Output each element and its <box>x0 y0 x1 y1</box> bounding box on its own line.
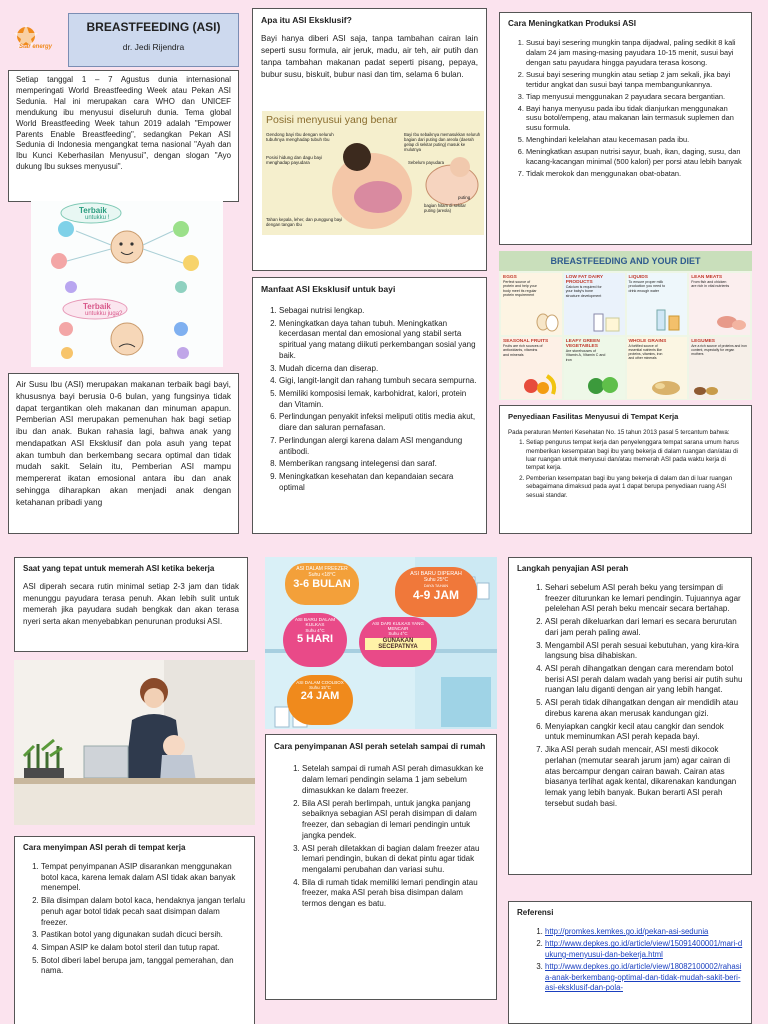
list-item: 5. ASI perah tidak dihangatkan dengan air mendidih atau direbus karena akan merusak kandungan gizi. <box>545 698 743 719</box>
list-item: 8. Memberikan rangsang intelegensi dan saraf. <box>279 459 478 470</box>
memerah-text: ASI diperah secara rutin minimal setiap 2-3 jam dan tidak menunggu payudara terasa penuh. Akan lebih sulit untuk memerah jika payudara sudah bengkak dan akan terasa nyeri serta akan menyebabkan penurunan produksi ASI. <box>23 582 239 626</box>
list-item: 5. Menghindari kelelahan atau kecemasan pada ibu. <box>526 135 743 145</box>
diet-infographic <box>499 251 752 400</box>
fasilitas-box <box>499 405 752 534</box>
storage-freezer-temp: Suhu <18°C <box>308 572 336 578</box>
author: dr. Jedi Rijendra <box>122 42 185 52</box>
penyimpanan-list <box>266 764 496 909</box>
diet-cell-desc: Are a rich source of proteins and iron content, especially for vegan mothers <box>691 344 747 357</box>
list-item: 2. Meningkatkan daya tahan tubuh. Meningkatkan kecerdasan mental dan emosional yang stabil serta spiritual yang matang diikuti perkembangan sosial yang baik. <box>279 319 478 362</box>
star-logo-icon <box>8 22 64 56</box>
diet-cell-desc: From fish and chicken are rich in vital nutrients <box>691 280 730 289</box>
list-item: 4. Bayi hanya menyusu pada ibu tidak dianjurkan menggunakan susu botol/empeng, atau makanan lain termasuk suplemen dan susu formula. <box>526 104 743 134</box>
storage-thawed-time: GUNAKAN SECEPATNYA <box>365 638 431 650</box>
position-note-7: Tahan kepala, leher, dan punggung bayi dengan tangan Ibu <box>266 217 343 228</box>
legumes-icon <box>692 383 722 397</box>
grains-icon <box>650 374 684 396</box>
manfaat-list <box>253 306 486 494</box>
list-item: 9. Meningkatkan kesehatan dan kepandaian secara optimal <box>279 472 478 493</box>
diet-cell-name: LOW FAT DAIRY PRODUCTS <box>565 275 603 285</box>
penyajian-box <box>508 557 752 875</box>
storage-thawed-label: ASI DARI KULKAS YANG MENCAIR <box>372 621 424 631</box>
referensi-list <box>509 927 751 994</box>
memerah-box <box>14 557 248 652</box>
list-item: 2. Bila ASI perah berlimpah, untuk jangka panjang sebaiknya sebagian ASI perah disimpan di dalam freezer, dan sebagian di lemari pendingin untuk jangka pendek. <box>302 799 484 842</box>
diet-cell <box>501 273 562 335</box>
diet-cell-name: WHOLE GRAINS <box>628 339 667 344</box>
produksi-box <box>499 12 752 245</box>
list-item: 1. Sehari sebelum ASI perah beku yang tersimpan di freezer diturunkan ke lemari pendingin. Tujuannya agar pelelehan ASI perah beku mencair secara bertahap. <box>545 583 743 615</box>
produksi-list <box>500 38 751 179</box>
list-item: 6. Menyiapkan cangkir kecil atau cangkir dan sendok untuk meminumkan ASI perah kepada bayi. <box>545 722 743 743</box>
menyimpan-list <box>15 862 254 977</box>
storage-cooler-temp: Suhu 15°C <box>309 685 331 690</box>
storage-cooler-label: ASI DALAM COOLBOX <box>296 680 344 685</box>
eggs-icon <box>535 310 559 332</box>
list-item: 1. Sebagai nutrisi lengkap. <box>279 306 478 317</box>
list-item: 5. Botol diberi label berupa jam, tanggal pemerahan, dan nama. <box>41 956 246 977</box>
eksklusif-title: Apa itu ASI Eksklusif? <box>261 15 352 25</box>
position-note-6: bagian hitam di sekitar puting (areola) <box>424 203 466 214</box>
list-item: 3. Pastikan botol yang digunakan sudah dicuci bersih. <box>41 930 246 941</box>
menyimpan-title: Cara menyimpan ASI perah di tempat kerja <box>23 843 186 852</box>
diet-cell <box>501 337 562 399</box>
penyimpanan-title: Cara penyimpanan ASI perah setelah sampai di rumah <box>274 742 486 751</box>
produksi-title: Cara Meningkatkan Produksi ASI <box>508 19 637 28</box>
list-item: 4. Simpan ASIP ke dalam botol steril dan tutup rapat. <box>41 943 246 954</box>
diet-cell <box>564 337 625 399</box>
intro-box <box>8 70 239 202</box>
bad-label: Terbaik <box>83 302 111 311</box>
list-item: 7. Perlindungan alergi karena dalam ASI mengandung antibodi. <box>279 436 478 457</box>
vegetables-icon <box>586 372 622 396</box>
list-item: 2. ASI perah dikeluarkan dari lemari es secara berurutan dari jam perah paling awal. <box>545 617 743 638</box>
storage-fresh-label: ASI BARU DIPERAH <box>410 571 462 577</box>
manfaat-title: Manfaat ASI Eksklusif untuk bayi <box>261 284 396 294</box>
list-item: 3. ASI perah diletakkan di bagian dalam freezer atau lemari pendingin, bukan di dekat pintu agar tidak mengalami perubahan dan variasi suhu. <box>302 844 484 876</box>
list-item: 1. Susui bayi sesering mungkin tanpa dijadwal, paling sedikit 8 kali dalam 24 jam masing-masing payudara 10-15 menit, susui bayi dengan satu payudara hingga payudara terasa kosong. <box>526 38 743 68</box>
diet-cell-name: LIQUIDS <box>628 275 648 280</box>
list-item: 4. Bila di rumah tidak memiliki lemari pendingin atau freezer, maka ASI perah bisa disimpan dalam termos dengan es batu. <box>302 878 484 910</box>
diet-cell <box>689 337 750 399</box>
storage-cooler-time: 24 JAM <box>300 690 340 702</box>
list-item: 3. Tiap menyusui menggunakan 2 payudara secara bergantian. <box>526 92 743 102</box>
fruits-icon <box>523 372 559 396</box>
intro-text: Setiap tanggal 1 – 7 Agustus dunia internasional memperingati World Breastfeeding Week atau Pekan ASI Sedunia. Hal ini merupakan cara WHO dan UNICEF mendukung ibu menyusui diseluruh dunia. Tema global World Breastfeeding Week tahun 2019 adalah "Empower Parents Enable Breastfeeding", sedangkan Pekan ASI Sedunia di Indonesia mengangkat tema nasional "Ayah dan Ibu Kunci Keberhasilan Menyusui", dengan slogan "Ayo dukung Ibu sukses menyusui". <box>16 75 231 172</box>
diet-cell-desc: Fruits are rich sources of antioxidants, vitamins and minerals <box>503 344 543 357</box>
list-item: 5. Memiliki komposisi lemak, karbohidrat, kalori, protein dan Vitamin. <box>279 389 478 410</box>
position-note-2: Posisi hidung dan dagu bayi menghadap payudara <box>266 155 323 166</box>
position-note-1: Gendong bayi Ibu dengan seluruh tubuhnya menghadap tubuh Ibu <box>266 132 334 143</box>
diet-cell-desc: Perfect source of protein and help your body meet its regular protein requirement <box>503 280 537 297</box>
reference-link[interactable]: http://www.depkes.go.id/article/view/15091400001/mari-dukung-menyusui-dan-bekerja.html <box>545 939 743 959</box>
list-item: 2. Bila disimpan dalam botol kaca, hendaknya jangan terlalu penuh agar botol tidak pecah saat disimpan dalam freezer. <box>41 896 246 928</box>
nursing-position-image <box>262 111 484 235</box>
list-item: 1. Setiap pengurus tempat kerja dan penyelenggara tempat sarana umum harus memberikan kesempatan bagi ibu yang bekerja di dalam ruangan dan/atau di luar ruangan untuk menyusui dan/atau memerah ASI pada waktu kerja di tempat kerja. <box>526 439 743 472</box>
storage-thawed <box>359 617 437 667</box>
breastfeeding-infographic <box>31 201 223 367</box>
diet-cell-desc: Calcium is required for your baby's bone structure development <box>565 285 602 298</box>
diet-cell <box>627 337 688 399</box>
asi-description-box <box>8 373 239 534</box>
diet-title: BREASTFEEDING AND YOUR DIET <box>499 251 752 271</box>
memerah-title: Saat yang tepat untuk memerah ASI ketika bekerja <box>23 564 215 573</box>
position-note-5: puting <box>458 195 471 200</box>
milk-storage-infographic <box>265 557 497 729</box>
storage-fresh-time: 4-9 JAM <box>412 588 459 602</box>
title-banner <box>68 13 239 67</box>
storage-freezer <box>285 563 359 605</box>
diet-cell <box>564 273 625 335</box>
diet-cell-name: LEGUMES <box>691 339 715 344</box>
storage-fridge-time: 5 HARI <box>296 633 334 645</box>
position-note-3: Bayi Ibu sebaiknya memasukkan seluruh bagian dari puting dan areola (daerah gelap di sekitar puting) masuk ke mulutnya <box>404 132 481 153</box>
diet-cell-name: LEAFY GREEN VEGETABLES <box>565 339 600 349</box>
list-item: 6. Perlindungan penyakit infeksi meliputi otitis media akut, diare dan saluran pernafasan. <box>279 412 478 433</box>
logo-text: Star energy <box>19 44 53 50</box>
position-title: Posisi menyusui yang benar <box>266 114 398 126</box>
fasilitas-text: Pada peraturan Menteri Kesehatan No. 15 tahun 2013 pasal 5 tercantum bahwa: <box>508 429 730 436</box>
dairy-icon <box>592 310 622 332</box>
referensi-box <box>508 901 752 1024</box>
page-title: BREASTFEEDING (ASI) <box>86 20 221 34</box>
penyajian-title: Langkah penyajian ASI perah <box>517 564 629 573</box>
storage-freezer-label: ASI DALAM FREEZER <box>296 566 348 572</box>
manfaat-box <box>252 277 487 534</box>
list-item: 2. Pemberian kesempatan bagi ibu yang bekerja di dalam dan di luar ruangan sebagaimana dimaksud pada ayat 1 dapat berupa penyediaan ruang ASI sesuai standar. <box>526 475 743 500</box>
diet-cell <box>627 273 688 335</box>
best-sublabel: untukku ! <box>85 215 110 221</box>
list-item: 7. Jika ASI perah sudah mencair, ASI mesti dikocok perlahan (memutar searah jarum jam) agar cairan di atas bercampur dengan cairan bawah. Cairan atas biasanya terlihat agak kental, dikarenakan kandungan lemak yang lebih banyak. Bukan berarti ASI perah tersebut sudah basi. <box>545 745 743 809</box>
storage-freezer-time: 3-6 BULAN <box>293 578 351 590</box>
diet-cell-name: EGGS <box>503 275 517 280</box>
lean-meat-icon <box>715 310 747 332</box>
list-item: 3. Mudah dicerna dan diserap. <box>279 364 478 375</box>
list-item: 1. Tempat penyimpanan ASIP disarankan menggunakan botol kaca, karena lemak dalam ASI tidak akan banyak menempel. <box>41 862 246 894</box>
referensi-title: Referensi <box>517 908 554 917</box>
diet-grid <box>499 271 752 400</box>
diet-cell-desc: Are storehouses of Vitamin A, Vitamin C and iron <box>565 349 606 362</box>
storage-fresh-temp: Suhu 25°C <box>423 577 449 583</box>
list-item: 3. Mengambil ASI perah sesuai kebutuhan, yang kira-kira langsung bisa dihabiskan. <box>545 641 743 662</box>
list-item: 6. Meningkatkan asupan nutrisi sayur, buah, ikan, daging, susu, dan kacang-kacangan minimal (500 kalori) per porsi atau lebih banyak <box>526 147 743 167</box>
position-note-4: Sebelum payudara <box>408 160 445 165</box>
list-item: 1. Setelah sampai di rumah ASI perah dimasukkan ke dalam lemari pendingin selama 1 jam sebelum dimasukkan ke dalam freezer. <box>302 764 484 796</box>
storage-thawed-temp: Suhu 4°C <box>388 631 408 636</box>
liquids-icon <box>654 308 684 332</box>
best-label: Terbaik <box>79 206 107 215</box>
bad-sublabel: untukku juga? <box>85 311 123 317</box>
list-item: 7. Tidak merokok dan menggunakan obat-obatan. <box>526 169 743 179</box>
penyajian-list <box>509 583 751 809</box>
eksklusif-text: Bayi hanya diberi ASI saja, tanpa tambahan cairan lain seperti susu formula, air jeruk, madu, air teh, air putih dan tanpa tambahan makanan padat seperti pisang, pepaya, bubur susu, biskuit, bubur nasi dan tim, selama 6 bulan. <box>261 34 478 79</box>
reference-link[interactable]: http://promkes.kemkes.go.id/pekan-asi-sedunia <box>545 927 709 936</box>
diet-cell-name: SEASONAL FRUITS <box>503 339 549 344</box>
list-item: 4. Gigi, langit-langit dan rahang tumbuh secara sempurna. <box>279 376 478 387</box>
fasilitas-title: Penyediaan Fasilitas Menyusui di Tempat Kerja <box>508 412 679 421</box>
storage-fridge-temp: Suhu 4°C <box>305 628 325 633</box>
working-mother-photo <box>14 660 255 825</box>
list-item: 4. ASI perah dihangatkan dengan cara merendam botol berisi ASI perah dalam wadah yang berisi air putih suhu ruangan lalu diganti dengan air yang lebih hangat. <box>545 664 743 696</box>
diet-cell-desc: A fortified source of essential nutrients like proteins, vitamins, iron and other minerals <box>628 344 663 361</box>
reference-link[interactable]: http://www.depkes.go.id/article/view/18082100002/rahasia-anak-berkembang-optimal-dan-tidak-mudah-sakit-beri-asi-eksklusif-dan-pola- <box>545 962 742 993</box>
penyimpanan-box <box>265 734 497 1000</box>
asi-description: Air Susu Ibu (ASI) merupakan makanan terbaik bagi bayi, khususnya bayi berusia 0-6 bulan, yang fungsinya tidak dapat tergantikan oleh makanan dan minuman apapun. Pemberian ASI merupakan pemenuhan hak bagi setiap ibu dan anak. Bukan rahasia lagi, bahwa anak yang mendapatkan ASI Eksklusif dan pola asuh yang tepat akan tumbuh dan berkembang secara optimal dan tidak mudah sakit. Selain itu, Pemberian ASI mampu mempererat ikatan emosional antara ibu dan anak sehingga diharapkan akan menjadi anak dengan ketahanan pribadi yang <box>16 379 231 507</box>
diet-cell-name: LEAN MEATS <box>691 275 723 280</box>
storage-cooler <box>287 675 353 725</box>
list-item: 2. Susui bayi sesering mungkin atau setiap 2 jam sekali, jika bayi tertidur angkat dan susui bayi tanpa membangunkannya. <box>526 70 743 90</box>
diet-cell-desc: To ensure proper milk production you need to drink enough water <box>628 280 666 293</box>
storage-fridge <box>283 613 347 667</box>
storage-fresh <box>395 567 477 617</box>
menyimpan-box <box>14 836 255 1024</box>
fasilitas-list <box>500 439 751 500</box>
storage-fresh-durable: DAYA TAHAN <box>423 583 449 588</box>
diet-cell <box>689 273 750 335</box>
storage-fridge-label: ASI BARU DALAM KULKAS <box>294 618 336 628</box>
star-energy-logo <box>8 22 64 56</box>
